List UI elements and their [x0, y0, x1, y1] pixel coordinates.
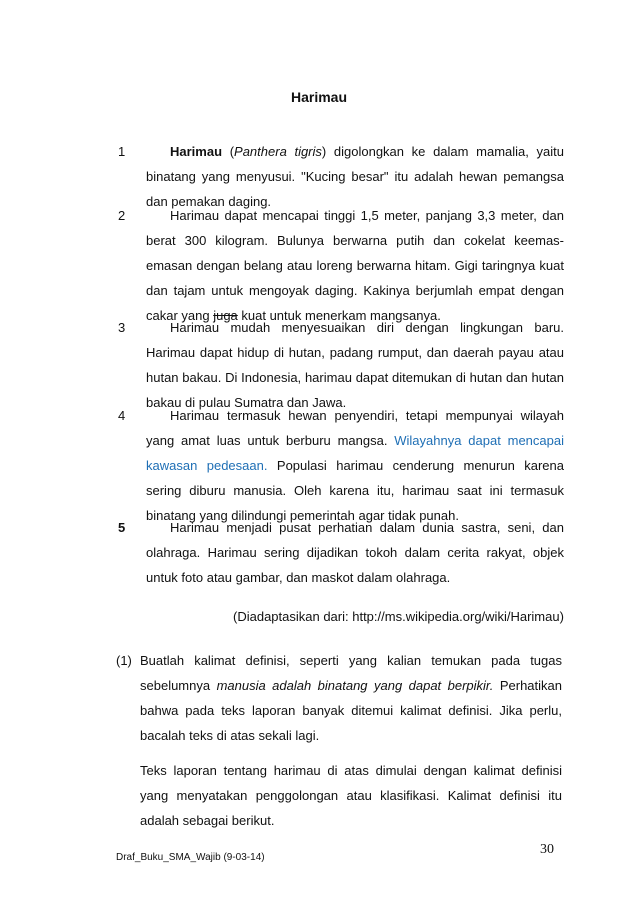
paragraph-text: ) digolongkan ke dalam mamalia, yaitu binatang yang menyusui. "Kucing besar" itu adalah hewan pemangsa dan pemakan daging. — [146, 144, 564, 209]
paragraph-number: 1 — [118, 144, 126, 159]
paragraph-text: Populasi harimau cenderung menurun karena sering diburu manusia. Oleh karena itu, harimau saat ini termasuk binatang yang dilindungi pemerintah agar tidak punah. — [146, 458, 564, 523]
paragraph-2 — [146, 203, 564, 328]
paragraph-text: ( — [222, 144, 235, 159]
paragraph-text: kuat untuk menerkam mangsanya. — [237, 308, 441, 323]
scientific-name: Panthera tigris — [234, 144, 322, 159]
page-number: 30 — [540, 842, 554, 857]
paragraph-4 — [146, 403, 564, 528]
paragraph-text: Harimau termasuk hewan penyendiri, tetapi mempunyai wilayah yang amat luas untuk berburu mangsa. — [146, 408, 564, 448]
task-number: (1) — [116, 653, 132, 668]
document-title: Harimau — [290, 89, 348, 105]
paragraph-number: 3 — [118, 320, 126, 335]
task-text: Buatlah kalimat definisi, seperti yang kalian temukan pada tugas sebelumnya — [140, 653, 562, 693]
source-citation: (Diadaptasikan dari: http://ms.wikipedia.org/wiki/Harimau) — [233, 609, 564, 624]
example-definition: manusia adalah binatang yang dapat berpikir. — [216, 678, 494, 693]
paragraph-text: Harimau menjadi pusat perhatian dalam dunia sastra, seni, dan olahraga. Harimau sering dijadikan tokoh dalam cerita rakyat, objek untuk foto atau gambar, dan maskot dalam olahraga. — [146, 520, 564, 585]
footer-draft-label: Draf_Buku_SMA_Wajib (9-03-14) — [116, 852, 265, 863]
struck-word: juga — [213, 308, 238, 323]
paragraph-5 — [146, 515, 564, 590]
highlighted-sentence: Wilayahnya dapat mencapai kawasan pedesaan. — [146, 433, 564, 473]
task-explanation: Teks laporan tentang harimau di atas dimulai dengan kalimat definisi yang menyatakan penggolongan atau klasifikasi. Kalimat definisi itu adalah sebagai berikut. — [140, 763, 562, 828]
task-instruction — [140, 648, 562, 748]
paragraph-number: 2 — [118, 208, 126, 223]
paragraph-number: 5 — [118, 520, 126, 535]
task-text: Perhatikan bahwa pada teks laporan banyak ditemui kalimat definisi. Jika perlu, bacalah teks di atas sekali lagi. — [140, 678, 562, 743]
paragraph-number: 4 — [118, 408, 126, 423]
paragraph-lead: Harimau — [170, 144, 223, 159]
paragraph-3 — [146, 315, 564, 415]
paragraph-text: Harimau dapat mencapai tinggi 1,5 meter, panjang 3,3 meter, dan berat 300 kilogram. Bulunya berwarna putih dan cokelat keemas-emasan dengan belang atau loreng berwarna hitam. Gigi taringnya kuat dan tajam untuk mengoyak daging. Kakinya berjumlah empat dengan cakar yang — [146, 208, 564, 323]
paragraph-text: Harimau mudah menyesuaikan diri dengan lingkungan baru. Harimau dapat hidup di hutan, padang rumput, dan daerah payau atau hutan bakau. Di Indonesia, harimau dapat ditemukan di hutan dan hutan bakau di pulau Sumatra dan Jawa. — [146, 320, 564, 410]
